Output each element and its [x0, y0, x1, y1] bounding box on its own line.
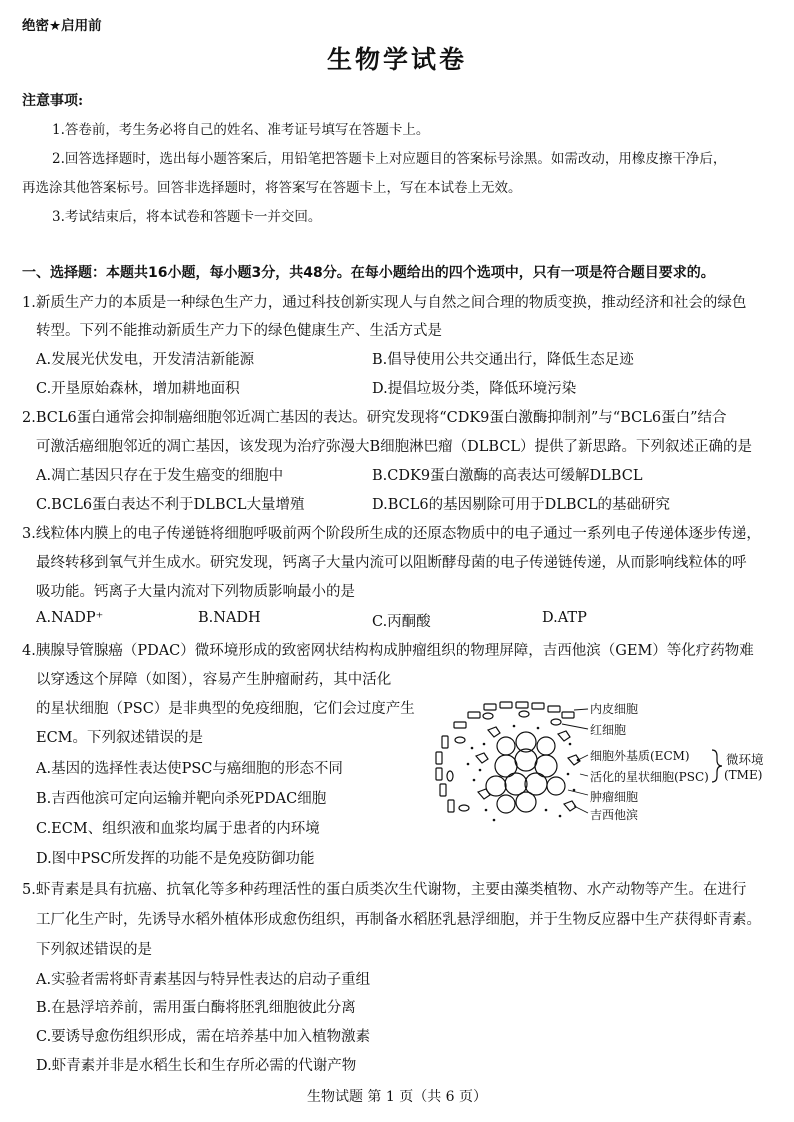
question-1-option-c: C.开垦原始森林，增加耕地面积: [36, 381, 240, 397]
question-1-option-a: A.发展光伏发电，开发清洁新能源: [36, 352, 255, 368]
tumor-tissue-illustration: [436, 702, 580, 813]
label-endothelial: 内皮细胞: [590, 702, 639, 716]
question-3-option-a: A.NADP⁺: [36, 610, 104, 626]
question-4-stem: ECM。下列叙述错误的是: [36, 730, 204, 746]
question-2-option-c: C.BCL6蛋白表达不利于DLBCL大量增殖: [36, 497, 305, 513]
leader-lines: [562, 709, 588, 813]
question-5-option-b: B.在悬浮培养前，需用蛋白酶将胚乳细胞彼此分离: [36, 1000, 356, 1016]
label-rbc: 红细胞: [590, 723, 627, 737]
question-3-option-c: C.丙酮酸: [372, 614, 431, 630]
brace-icon: [712, 750, 722, 782]
question-1-option-d: D.提倡垃圾分类，降低环境污染: [372, 381, 577, 397]
note-item: 1.答卷前，考生务必将自己的姓名、准考证号填写在答题卡上。: [52, 122, 430, 138]
question-5-stem: 5.虾青素是具有抗癌、抗氧化等多种药理活性的蛋白质类次生代谢物，主要由藻类植物、水产动物等产生。在进行: [22, 882, 747, 898]
question-5-stem: 下列叙述错误的是: [36, 942, 152, 958]
label-ecm: 细胞外基质(ECM): [590, 749, 690, 763]
note-item: 2.回答选择题时，选出每小题答案后，用铅笔把答题卡上对应题目的答案标号涂黑。如需改动，用橡皮擦干净后，: [52, 151, 727, 167]
question-4-stem: 4.胰腺导管腺癌（PDAC）微环境形成的致密网状结构构成肿瘤组织的物理屏障，吉西他滨（GEM）等化疗药物难: [22, 643, 754, 659]
question-2-stem: 可激活癌细胞邻近的凋亡基因，该发现为治疗弥漫大B细胞淋巴瘤（DLBCL）提供了新思路。下列叙述正确的是: [36, 439, 753, 455]
note-item: 再选涂其他答案标号。回答非选择题时，将答案写在答题卡上，写在本试卷上无效。: [22, 180, 522, 196]
label-psc: 活化的星状细胞(PSC): [590, 770, 709, 784]
question-1-option-b: B.倡导使用公共交通出行，降低生态足迹: [372, 352, 634, 368]
confidential-mark: 绝密★启用前: [22, 18, 102, 34]
label-tme: (TME): [724, 768, 763, 782]
label-tumor-cell: 肿瘤细胞: [590, 790, 639, 804]
question-1-stem: 1.新质生产力的本质是一种绿色生产力，通过科技创新实现人与自然之间合理的物质变换，推动经济和社会的绿色: [22, 295, 747, 311]
question-5-option-c: C.要诱导愈伤组织形成，需在培养基中加入植物激素: [36, 1029, 371, 1045]
label-microenvironment: 微环境: [726, 752, 764, 767]
question-2-option-a: A.凋亡基因只存在于发生癌变的细胞中: [36, 468, 284, 484]
question-3-option-b: B.NADH: [198, 610, 261, 626]
question-4-option-d: D.图中PSC所发挥的功能不是免疫防御功能: [36, 851, 315, 867]
tumor-microenvironment-figure: [428, 700, 790, 830]
question-5-stem: 工厂化生产时，先诱导水稻外植体形成愈伤组织，再制备水稻胚乳悬浮细胞，并于生物反应器中生产获得虾青素。: [36, 912, 761, 928]
question-5-option-d: D.虾青素并非是水稻生长和生存所必需的代谢产物: [36, 1058, 357, 1074]
question-2-stem: 2.BCL6蛋白通常会抑制癌细胞邻近凋亡基因的表达。研究发现将“CDK9蛋白激酶抑制剂”与“BCL6蛋白”结合: [22, 410, 727, 426]
question-2-option-d: D.BCL6的基因剔除可用于DLBCL的基础研究: [372, 497, 670, 513]
question-2-option-b: B.CDK9蛋白激酶的高表达可缓解DLBCL: [372, 468, 643, 484]
page-title: 生物学试卷: [326, 45, 467, 74]
question-1-stem: 转型。下列不能推动新质生产力下的绿色健康生产、生活方式是: [36, 323, 442, 339]
question-4-option-c: C.ECM、组织液和血浆均属于患者的内环境: [36, 821, 320, 837]
question-3-option-d: D.ATP: [542, 610, 587, 626]
question-5-option-a: A.实验者需将虾青素基因与特异性表达的启动子重组: [36, 972, 371, 988]
section-heading: 一、选择题：本题共16小题，每小题3分，共48分。在每小题给出的四个选项中，只有一项是符合题目要求的。: [22, 265, 715, 281]
question-3-stem: 最终转移到氧气并生成水。研究发现，钙离子大量内流可以阻断酵母菌的电子传递链传递，从而影响线粒体的呼: [36, 555, 747, 571]
question-4-stem: 的星状细胞（PSC）是非典型的免疫细胞，它们会过度产生: [36, 701, 415, 717]
question-4-option-b: B.吉西他滨可定向运输并靶向杀死PDAC细胞: [36, 791, 327, 807]
label-gem: 吉西他滨: [590, 808, 639, 822]
question-4-stem: 以穿透这个屏障（如图），容易产生肿瘤耐药，其中活化: [36, 672, 392, 688]
page-footer: 生物试题 第 1 页（共 6 页）: [306, 1089, 488, 1105]
question-4-option-a: A.基因的选择性表达使PSC与癌细胞的形态不同: [36, 761, 343, 777]
notes-heading: 注意事项:: [22, 93, 84, 109]
question-3-stem: 3.线粒体内膜上的电子传递链将细胞呼吸前两个阶段所生成的还原态物质中的电子通过一系列电子传递体逐步传递，: [22, 526, 761, 542]
question-3-stem: 吸功能。钙离子大量内流对下列物质影响最小的是: [36, 584, 355, 600]
note-item: 3.考试结束后，将本试卷和答题卡一并交回。: [52, 209, 322, 225]
